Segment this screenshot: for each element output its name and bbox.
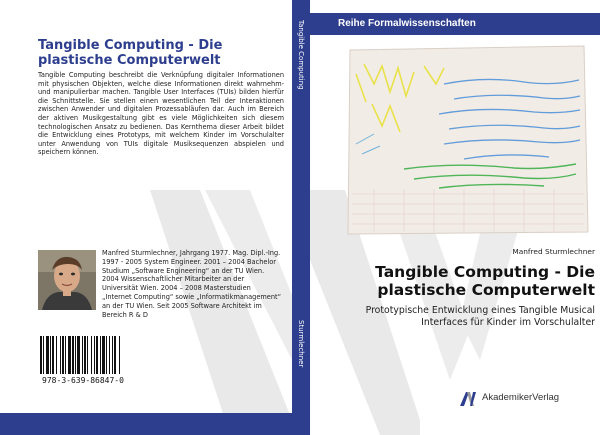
author-portrait <box>38 250 96 310</box>
series-label: Reihe Formalwissenschaften <box>338 18 476 29</box>
barcode-bar <box>100 336 101 374</box>
barcode-bar <box>60 336 61 374</box>
barcode-bar <box>91 336 92 374</box>
barcode-bar <box>46 336 49 374</box>
author-photo <box>38 250 96 310</box>
barcode-bar <box>112 336 113 374</box>
barcode-bar <box>77 336 80 374</box>
front-cover <box>310 0 600 435</box>
barcode-bar <box>72 336 74 374</box>
spine-author: Sturmlechner <box>297 320 305 368</box>
barcode-bar <box>109 336 110 374</box>
barcode-bar <box>82 336 83 374</box>
barcode-bar <box>50 336 51 374</box>
back-blurb: Tangible Computing beschreibt die Verknüpfung digitaler Informationen mit physischen Objekten, welche diese Informationen direkt wahrnehm- und manipulierbar machen. Tangible User Interfaces (TUIs) bilden hierfür die Schnittstelle. Sie stellen einen wesentlichen Teil der Interaktionen zwischen Anwender und digitalen Prozessabläufen dar. Auch im Bereich der aktiven Musikgestaltung gibt es viele Möglichkeiten sich diesem technologischen Ansatz zu bedienen. Das Kernthema dieser Arbeit bildet die Entwicklung eines Prototyps, mit welchem Kinder im Vorschulalter unter Anwendung von TUIs digitale Musiksequenzen abspielen und speichern können. <box>38 71 284 157</box>
barcode-bar <box>56 336 57 374</box>
barcode-bar <box>40 336 42 374</box>
barcode-bar <box>102 336 105 374</box>
barcode-bar <box>106 336 107 374</box>
barcode-bar <box>96 336 98 374</box>
back-cover-band <box>0 413 292 435</box>
barcode-bar <box>62 336 64 374</box>
barcode-bar <box>87 336 88 374</box>
author-bio: Manfred Sturmlechner, Jahrgang 1977. Mag. Dipl.-Ing. 1997 - 2005 System Engineer. 2001 – 2004 Bachelor Studium „Software Engineering“ an der TU Wien. 2004 Wissenschaftlicher Mitarbeiter an der Universität Wien. 2004 – 2008 Masterstudien „Internet Computing“ sowie „Informatikmanagement“ an der TU Wien. Seit 2005 Software Architekt im Bereich R & D <box>102 249 282 319</box>
barcode-bar <box>84 336 86 374</box>
front-title: Tangible Computing - Die plastische Computerwelt <box>375 263 595 299</box>
isbn-number: 978-3-639-86847-0 <box>42 376 124 385</box>
barcode-bar <box>75 336 76 374</box>
barcode-bar <box>52 336 54 374</box>
front-subtitle: Prototypische Entwicklung eines Tangible Musical Interfaces für Kinder im Vorschulalter <box>365 305 595 328</box>
publisher-logo <box>460 390 600 410</box>
av-logo-icon <box>460 392 480 406</box>
cover-artwork <box>344 44 591 236</box>
front-author: Manfred Sturmlechner <box>512 247 595 256</box>
spine <box>292 0 310 435</box>
back-title: Tangible Computing - Die plastische Computerwelt <box>38 38 223 68</box>
back-cover <box>0 0 292 435</box>
series-band <box>310 13 600 35</box>
isbn-barcode <box>38 336 122 374</box>
publisher-name: AkademikerVerlag <box>482 392 560 403</box>
barcode-bar <box>119 336 120 374</box>
barcode-bar <box>68 336 71 374</box>
barcode-bar <box>43 336 44 374</box>
spine-title: Tangible Computing <box>297 20 305 90</box>
barcode-bar <box>65 336 66 374</box>
barcode-bar <box>114 336 116 374</box>
barcode-bar <box>94 336 95 374</box>
